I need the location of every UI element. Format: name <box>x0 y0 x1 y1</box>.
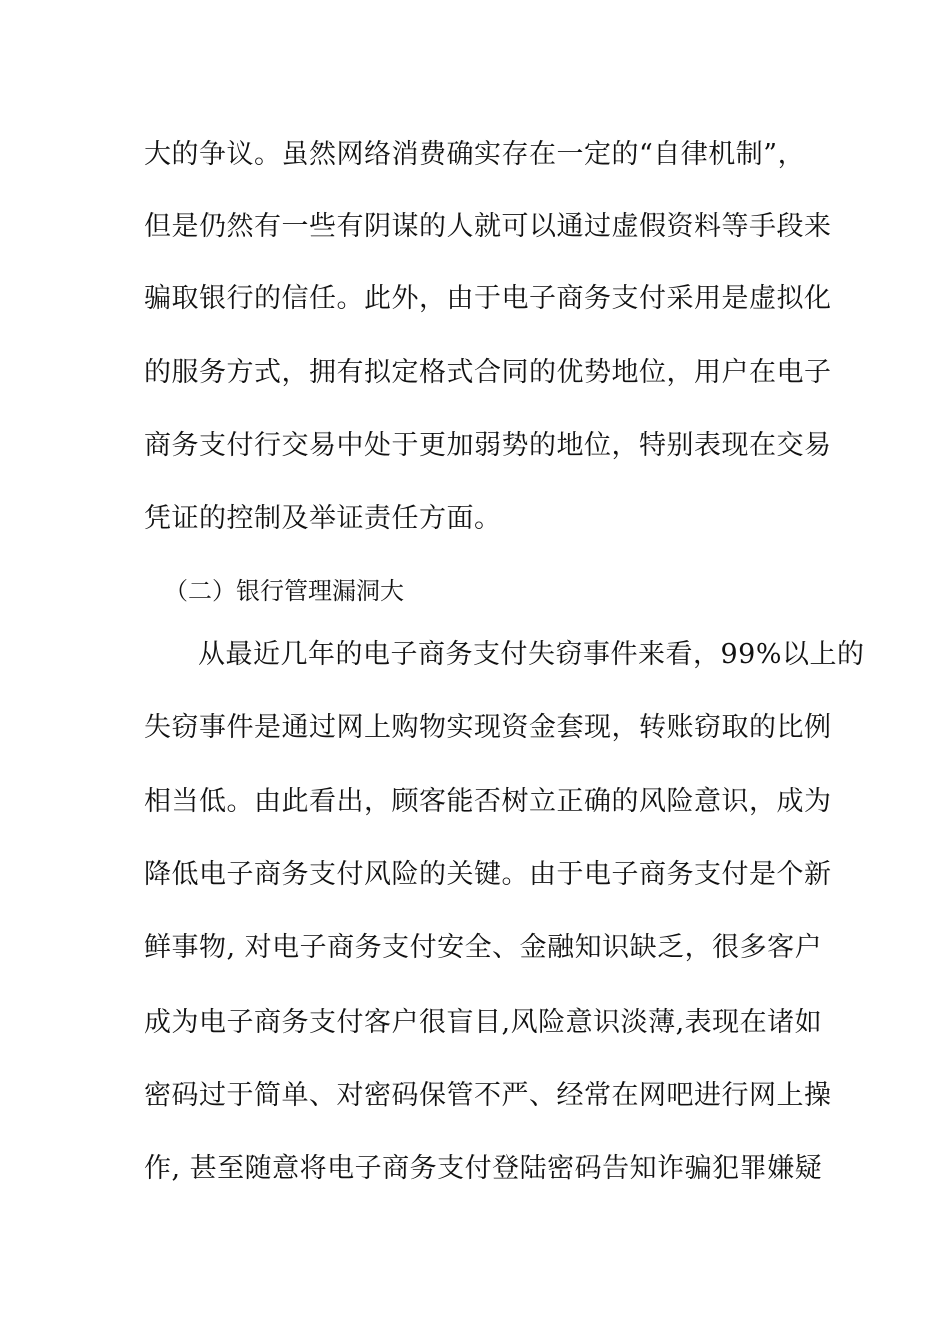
text-line: 作, 甚至随意将电子商务支付登陆密码告知诈骗犯罪嫌疑 <box>144 1153 823 1184</box>
text-line: 但是仍然有一些有阴谋的人就可以通过虚假资料等手段来 <box>144 211 832 242</box>
text-line: 凭证的控制及举证责任方面。 <box>144 503 502 534</box>
text-line: 鲜事物, 对电子商务支付安全、金融知识缺乏，很多客户 <box>144 932 823 963</box>
paragraph-first-line: 从最近几年的电子商务支付失窃事件来看，99%以上的 <box>198 639 865 670</box>
section-heading: （二）银行管理漏洞大 <box>164 577 404 605</box>
text-line: 成为电子商务支付客户很盲目,风险意识淡薄,表现在诸如 <box>144 1007 823 1038</box>
text-line: 密码过于简单、对密码保管不严、经常在网吧进行网上操 <box>144 1080 832 1111</box>
text-line: 大的争议。虽然网络消费确实存在一定的“自律机制”， <box>144 139 806 170</box>
text-line: 降低电子商务支付风险的关键。由于电子商务支付是个新 <box>144 859 832 890</box>
text-line: 骗取银行的信任。此外，由于电子商务支付采用是虚拟化 <box>144 283 832 314</box>
text-line: 的服务方式，拥有拟定格式合同的优势地位，用户在电子 <box>144 357 832 388</box>
text-line: 失窃事件是通过网上购物实现资金套现，转账窃取的比例 <box>144 712 832 743</box>
text-line: 商务支付行交易中处于更加弱势的地位，特别表现在交易 <box>144 430 832 461</box>
text-line: 相当低。由此看出，顾客能否树立正确的风险意识，成为 <box>144 786 832 817</box>
